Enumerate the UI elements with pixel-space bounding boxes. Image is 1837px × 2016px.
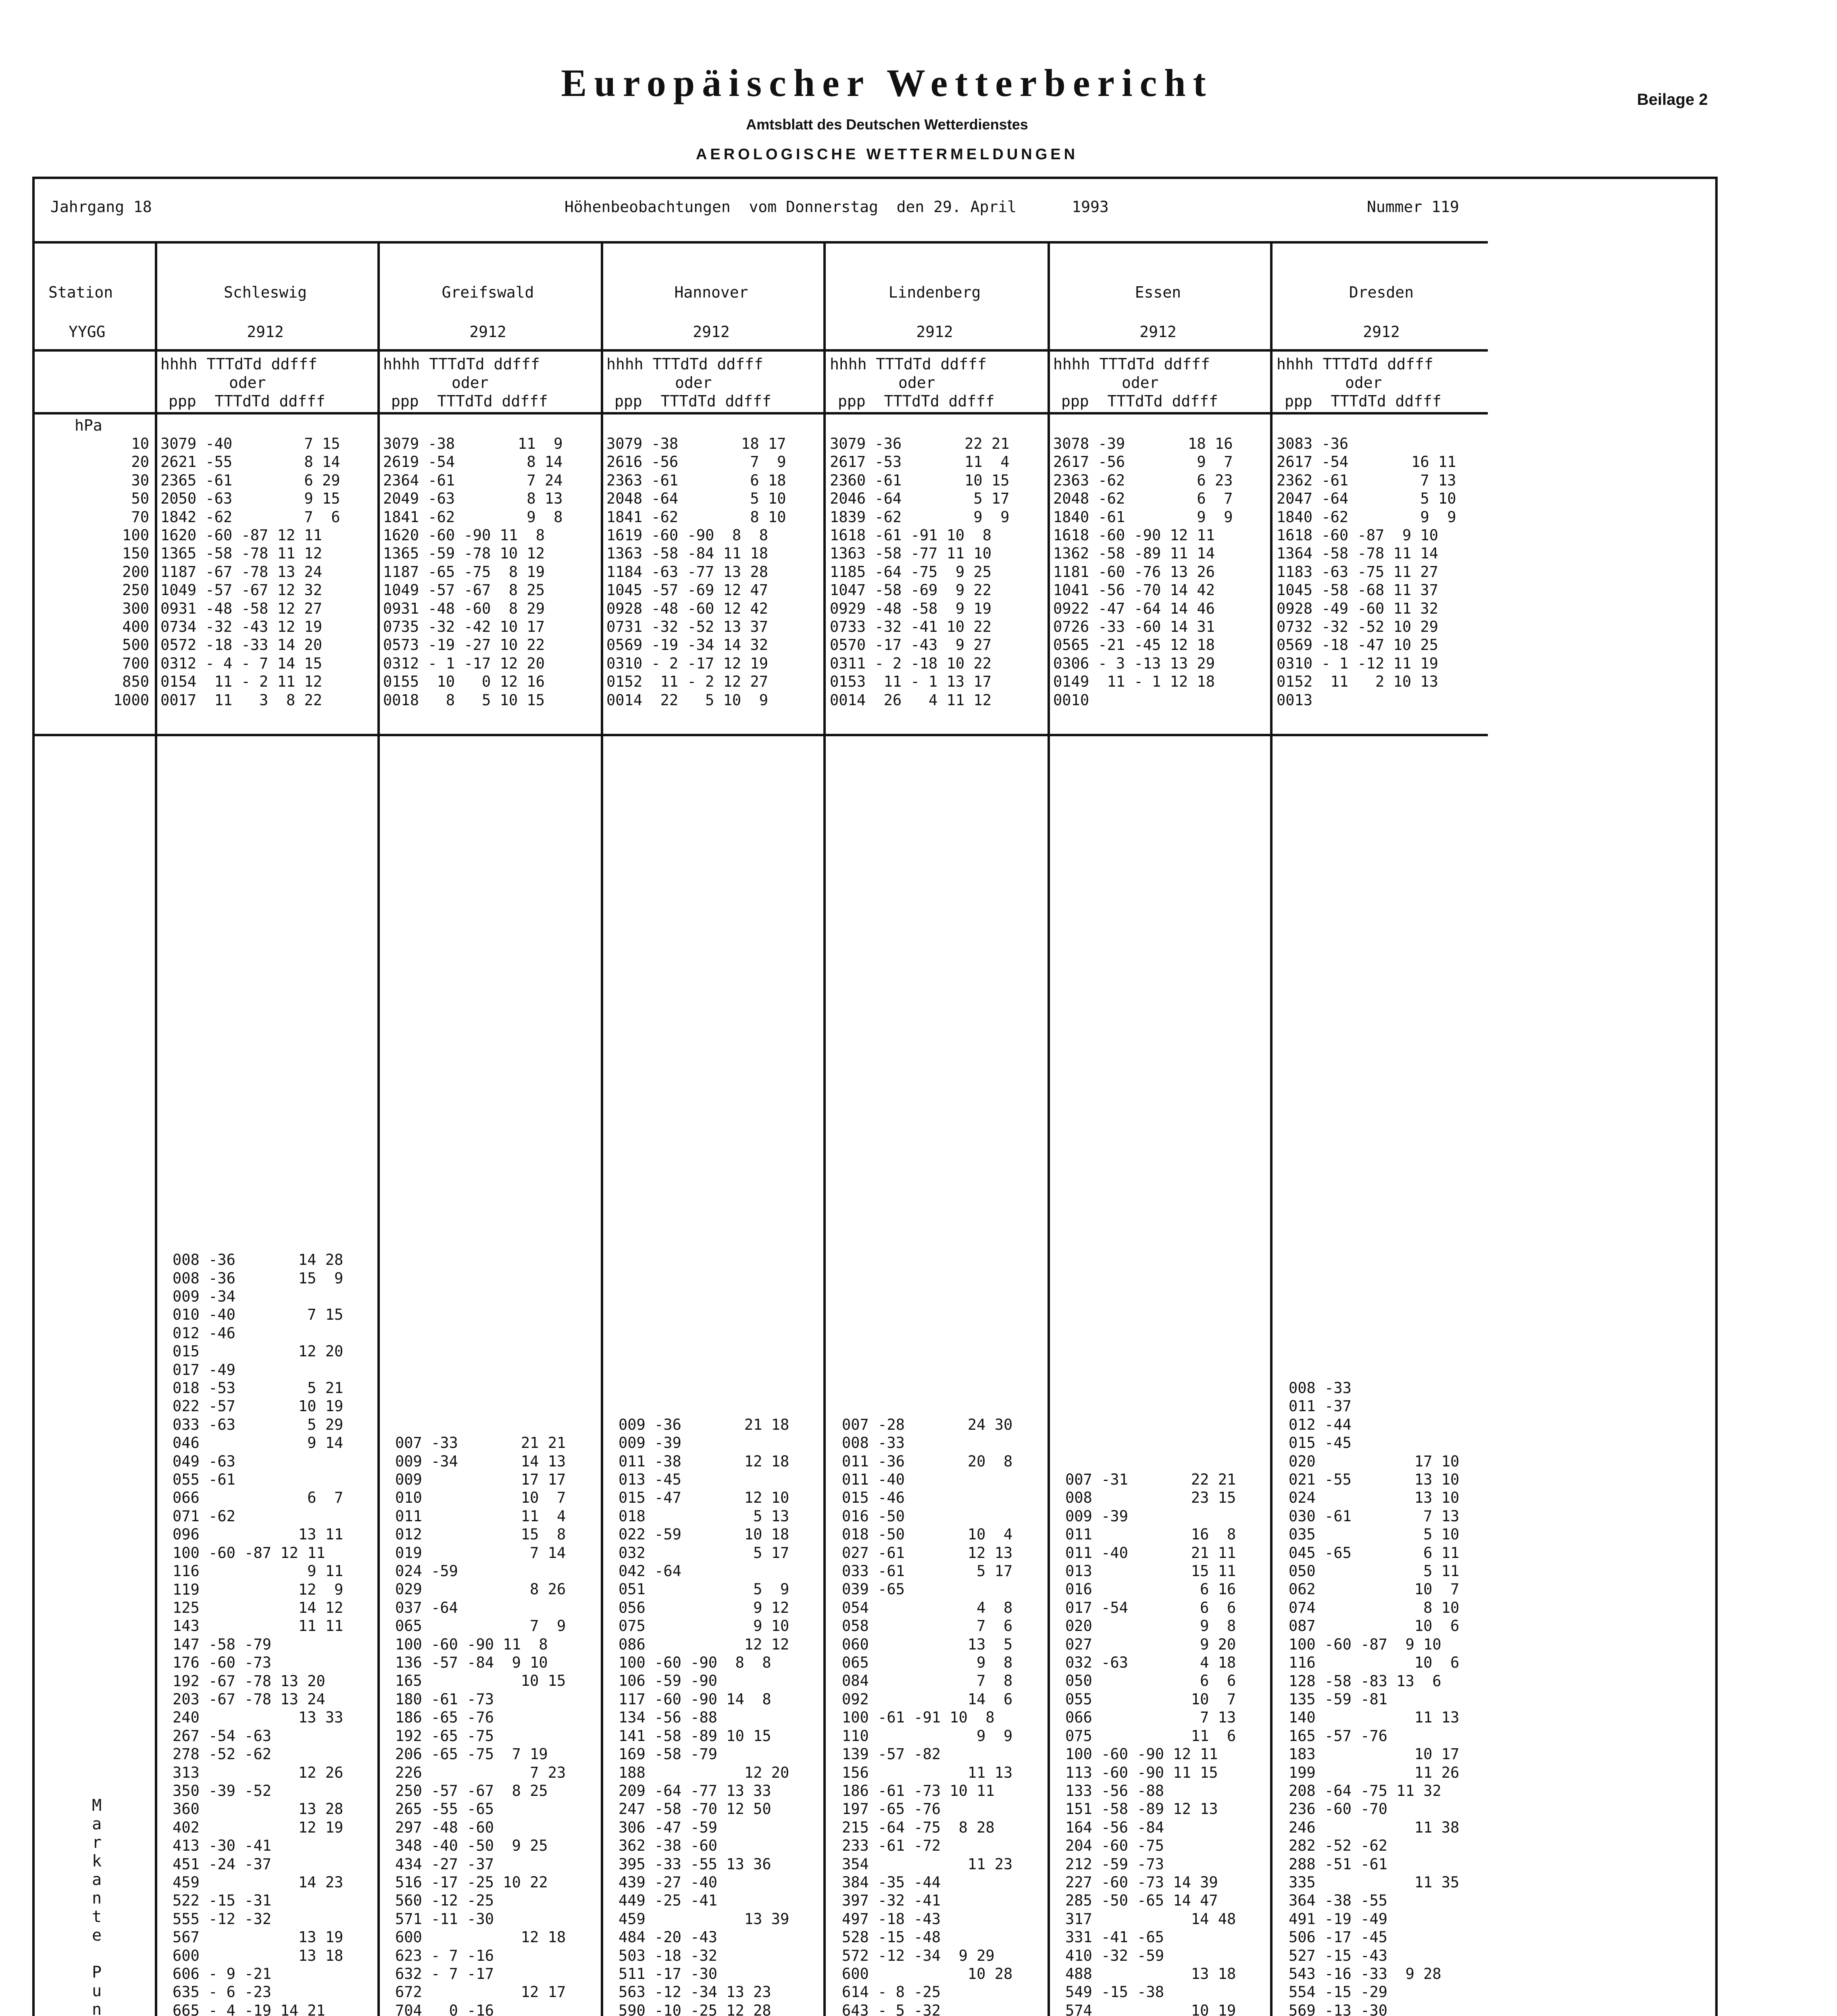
- standard-levels-block: 3083 -36 2617 -54 16 11 2362 -61 7 13 2047 -64 5 10 1840 -62 9 9 1618 -60 -87 9 10 1364 -58 -78 11 14 1183 -63 -75 11 27 1045 -58 -68 11 37 0928 -49 -60 11 32 0732 -32 -52 10 29 0569 -18 -47 10 25 0310 - 1 -12 11 19 0152 11 2 10 13 0013: [1277, 435, 1456, 709]
- rule-col-3: [601, 241, 603, 2016]
- column-header-oder: oder: [229, 374, 266, 392]
- yygg-label: YYGG: [69, 323, 106, 341]
- station-yygg: 2912: [1139, 323, 1177, 341]
- page-title: Europäischer Wetterbericht: [561, 61, 1213, 104]
- section-title: AEROLOGISCHE WETTERMELDUNGEN: [696, 146, 1079, 163]
- rule-col-2: [377, 241, 380, 2016]
- standard-levels-block: 3079 -40 7 15 2621 -55 8 14 2365 -61 6 29 2050 -63 9 15 1842 -62 7 6 1620 -60 -87 12 11 1365 -58 -78 11 12 1187 -67 -78 13 24 1049 -57 -67 12 32 0931 -48 -58 12 27 0734 -32 -43 12 19 0572 -18 -33 14 20 0312 - 4 - 7 14 15 0154 11 - 2 11 12 0017 11 3 8 22: [160, 435, 340, 709]
- page-subtitle: Amtsblatt des Deutschen Wetterdienstes: [746, 116, 1028, 133]
- station-label: Station: [48, 283, 113, 301]
- station-yygg: 2912: [693, 323, 730, 341]
- column-header-line1: hhhh TTTdTd ddfff: [830, 355, 987, 373]
- column-header-oder: oder: [1345, 374, 1382, 392]
- markante-punkte-label: M a r k a n t e P u n: [92, 1796, 102, 2016]
- column-header-line3: ppp TTTdTd ddfff: [614, 392, 771, 410]
- rule-col-6: [1270, 241, 1273, 2016]
- significant-points-block: 009 -36 21 18 009 -39 011 -38 12 18 013 -45 015 -47 12 10 018 5 13 022 -59 10 18 032 5 17 042 -64 051 5 9 056 9 12 075 9 10 086 12 12 100 -60 -90 8 8 106 -59 -90 117 -60 -90 14 8 134 -56 -88 141 -58 -89 10 15 169 -58 -79 188 12 20 209 -64 -77 13 33 247 -58 -70 12 50 306 -47 -59 362 -38 -60 395 -33 -55 13 36 439 -27 -40 449 -25 -41 459 13 39 484 -20 -43 503 -18 -32 511 -17 -30 563 -12 -34 13 23 590 -10 -25 12 28: [619, 1416, 789, 2016]
- standard-levels-block: 3078 -39 18 16 2617 -56 9 7 2363 -62 6 23 2048 -62 6 7 1840 -61 9 9 1618 -60 -90 12 11 1362 -58 -89 11 14 1181 -60 -76 13 26 1041 -56 -70 14 42 0922 -47 -64 14 46 0726 -33 -60 14 31 0565 -21 -45 12 18 0306 - 3 -13 13 29 0149 11 - 1 12 18 0010: [1053, 435, 1233, 709]
- rule-col-5: [1048, 241, 1050, 2016]
- column-header-oder: oder: [1122, 374, 1159, 392]
- station-name: Greifswald: [442, 283, 534, 301]
- rule-header: [32, 241, 1488, 244]
- column-header-line3: ppp TTTdTd ddfff: [391, 392, 548, 410]
- station-yygg: 2912: [247, 323, 284, 341]
- column-header-oder: oder: [898, 374, 935, 392]
- column-header-line1: hhhh TTTdTd ddfff: [1277, 355, 1433, 373]
- jahrgang-label: Jahrgang 18: [50, 198, 152, 216]
- standard-levels-block: 3079 -36 22 21 2617 -53 11 4 2360 -61 10 15 2046 -64 5 17 1839 -62 9 9 1618 -61 -91 10 8 1363 -58 -77 11 10 1185 -64 -75 9 25 1047 -58 -69 9 22 0929 -48 -58 9 19 0733 -32 -41 10 22 0570 -17 -43 9 27 0311 - 2 -18 10 22 0153 11 - 1 13 17 0014 26 4 11 12: [830, 435, 1010, 709]
- significant-points-block: 007 -33 21 21 009 -34 14 13 009 17 17 010 10 7 011 11 4 012 15 8 019 7 14 024 -59 029 8 26 037 -64 065 7 9 100 -60 -90 11 8 136 -57 -84 9 10 165 10 15 180 -61 -73 186 -65 -76 192 -65 -75 206 -65 -75 7 19 226 7 23 250 -57 -67 8 25 265 -55 -65 297 -48 -60 348 -40 -50 9 25 434 -27 -37 516 -17 -25 10 22 560 -12 -25 571 -11 -30 600 12 18 623 - 7 -16 632 - 7 -17 672 12 17 704 0 -16: [395, 1434, 566, 2016]
- rule-station: [32, 349, 1488, 352]
- column-header-line1: hhhh TTTdTd ddfff: [1053, 355, 1210, 373]
- station-name: Essen: [1135, 283, 1181, 301]
- hpa-label: hPa: [75, 417, 102, 434]
- nummer-label: Nummer 119: [1367, 198, 1459, 216]
- station-name: Dresden: [1349, 283, 1414, 301]
- station-yygg: 2912: [469, 323, 506, 341]
- significant-points-block: 008 -33 011 -37 012 -44 015 -45 020 17 10 021 -55 13 10 024 13 10 030 -61 7 13 035 5 10 045 -65 6 11 050 5 11 062 10 7 074 8 10 087 10 6 100 -60 -87 9 10 116 10 6 128 -58 -83 13 6 135 -59 -81 140 11 13 165 -57 -76 183 10 17 199 11 26 208 -64 -75 11 32 236 -60 -70 246 11 38 282 -52 -62 288 -51 -61 335 11 35 364 -38 -55 491 -19 -49 506 -17 -45 527 -15 -43 543 -16 -33 9 28 554 -15 -29 569 -13 -30: [1289, 1379, 1460, 2016]
- station-name: Hannover: [674, 283, 748, 301]
- column-header-oder: oder: [675, 374, 712, 392]
- rule-col-1: [155, 241, 157, 2016]
- significant-points-block: 008 -36 14 28 008 -36 15 9 009 -34 010 -40 7 15 012 -46 015 12 20 017 -49 018 -53 5 21 022 -57 10 19 033 -63 5 29 046 9 14 049 -63 055 -61 066 6 7 071 -62 096 13 11 100 -60 -87 12 11 116 9 11 119 12 9 125 14 12 143 11 11 147 -58 -79 176 -60 -73 192 -67 -78 13 20 203 -67 -78 13 24 240 13 33 267 -54 -63 278 -52 -62 313 12 26 350 -39 -52 360 13 28 402 12 19 413 -30 -41 451 -24 -37 459 14 23 522 -15 -31 555 -12 -32 567 13 19 600 13 18 606 - 9 -21 635 - 6 -23 665 - 4 -19 14 21: [173, 1251, 344, 2016]
- rule-col-4: [823, 241, 826, 2016]
- column-header-line3: ppp TTTdTd ddfff: [1061, 392, 1218, 410]
- significant-points-block: 007 -28 24 30 008 -33 011 -36 20 8 011 -40 015 -46 016 -50 018 -50 10 4 027 -61 12 13 033 -61 5 17 039 -65 054 4 8 058 7 6 060 13 5 065 9 8 084 7 8 092 14 6 100 -61 -91 10 8 110 9 9 139 -57 -82 156 11 13 186 -61 -73 10 11 197 -65 -76 215 -64 -75 8 28 233 -61 -72 354 11 23 384 -35 -44 397 -32 -41 497 -18 -43 528 -15 -48 572 -12 -34 9 29 600 10 28 614 - 8 -25 643 - 5 -32: [842, 1416, 1013, 2016]
- column-header-oder: oder: [452, 374, 489, 392]
- station-name: Lindenberg: [888, 283, 981, 301]
- standard-levels-block: 3079 -38 18 17 2616 -56 7 9 2363 -61 6 18 2048 -64 5 10 1841 -62 8 10 1619 -60 -90 8 8 1363 -58 -84 11 18 1184 -63 -77 13 28 1045 -57 -69 12 47 0928 -48 -60 12 42 0731 -32 -52 13 37 0569 -19 -34 14 32 0310 - 2 -17 12 19 0152 11 - 2 12 27 0014 22 5 10 9: [606, 435, 786, 709]
- column-header-line1: hhhh TTTdTd ddfff: [383, 355, 540, 373]
- rule-columns: [32, 412, 1488, 414]
- observation-line: Höhenbeobachtungen vom Donnerstag den 29. April 1993: [564, 198, 1109, 216]
- station-name: Schleswig: [224, 283, 307, 301]
- column-header-line3: ppp TTTdTd ddfff: [169, 392, 325, 410]
- station-yygg: 2912: [916, 323, 953, 341]
- column-header-line3: ppp TTTdTd ddfff: [838, 392, 995, 410]
- standard-levels-block: 3079 -38 11 9 2619 -54 8 14 2364 -61 7 24 2049 -63 8 13 1841 -62 9 8 1620 -60 -90 11 8 1365 -59 -78 10 12 1187 -65 -75 8 19 1049 -57 -67 8 25 0931 -48 -60 8 29 0735 -32 -42 10 17 0573 -19 -27 10 22 0312 - 1 -17 12 20 0155 10 0 12 16 0018 8 5 10 15: [383, 435, 563, 709]
- column-header-line1: hhhh TTTdTd ddfff: [160, 355, 317, 373]
- column-header-line1: hhhh TTTdTd ddfff: [606, 355, 763, 373]
- station-yygg: 2912: [1363, 323, 1400, 341]
- significant-points-block: 007 -31 22 21 008 23 15 009 -39 011 16 8 011 -40 21 11 013 15 11 016 6 16 017 -54 6 6 020 9 8 027 9 20 032 -63 4 18 050 6 6 055 10 7 066 7 13 075 11 6 100 -60 -90 12 11 113 -60 -90 11 15 133 -56 -88 151 -58 -89 12 13 164 -56 -84 204 -60 -75 212 -59 -73 227 -60 -73 14 39 285 -50 -65 14 47 317 14 48 331 -41 -65 410 -32 -59 488 13 18 549 -15 -38 574 10 19: [1065, 1471, 1236, 2016]
- pressure-level-column: 10 20 30 50 70 100 150 200 250 300 400 500 700 850 1000: [113, 435, 149, 709]
- rule-standard: [32, 734, 1488, 736]
- beilage-label: Beilage 2: [1637, 91, 1708, 108]
- column-header-line3: ppp TTTdTd ddfff: [1285, 392, 1441, 410]
